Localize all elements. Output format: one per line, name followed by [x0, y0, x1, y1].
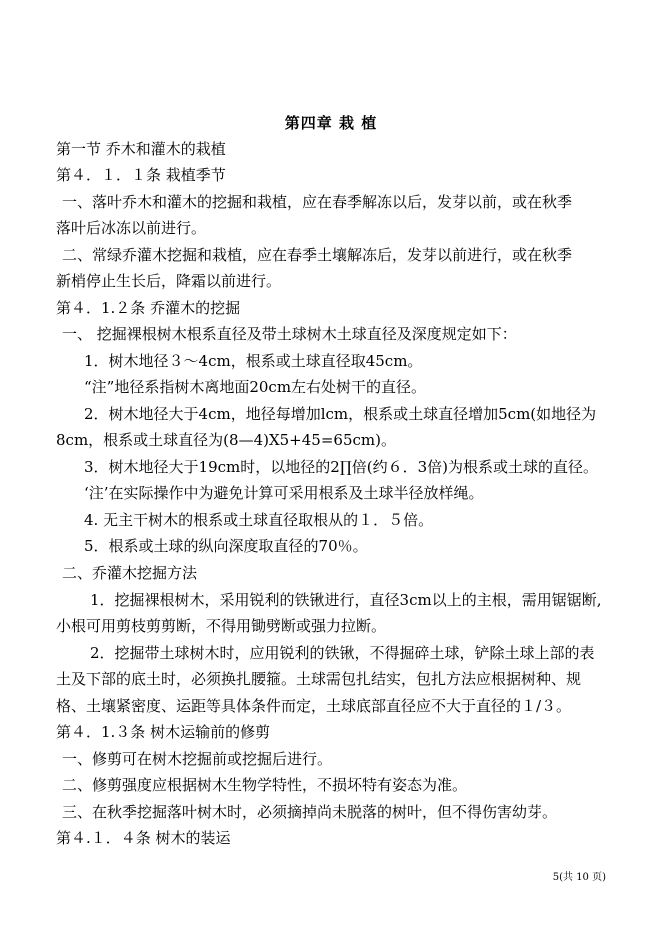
chapter-title: 第四章 栽 植: [284, 114, 378, 132]
list-item: 5．根系或土球的纵向深度取直径的70％。: [84, 537, 368, 555]
section-heading: 第一节 乔木和灌木的栽植: [56, 140, 226, 158]
paragraph-line: 二、常绿乔灌木挖掘和栽植，应在春季土壤解冻后，发芽以前进行，或在秋季: [62, 246, 573, 264]
list-item: 3．树木地径大于19cm时，以地径的2∏倍(约６．3倍)为根系或土球的直径。: [84, 458, 598, 476]
paragraph-line: 落叶后冰冻以前进行。: [56, 219, 207, 237]
paragraph-line: 三、在秋季挖掘落叶树木时，必须摘掉尚未脱落的树叶，但不得伤害幼芽。: [62, 803, 558, 821]
note-line: “注”地径系指树木离地面20cm左右处树干的直径。: [84, 378, 427, 396]
article-heading: 第４．１．１条 栽植季节: [56, 166, 226, 184]
list-item: 1．树木地径３～4cm，根系或土球直径取45cm。: [84, 352, 423, 370]
page-number: 5(共 10 页): [552, 872, 606, 883]
list-item: 2．挖掘带土球树木时，应用锐利的铁锹，不得掘碎土球，铲除土球上部的表: [90, 644, 595, 662]
paragraph-line: 一、修剪可在树木挖掘前或挖掘后进行。: [62, 750, 333, 768]
list-item: 1．挖掘裸根树木，采用锐利的铁锹进行，直径3cm以上的主根，需用锯锯断,: [90, 591, 602, 609]
article-heading: 第４．1.２条 乔灌木的挖掘: [56, 299, 241, 317]
note-line: ‘注’在实际操作中为避免计算可采用根系及土球半径放样绳。: [84, 484, 484, 502]
paragraph-line: 一、 挖掘裸根树木根系直径及带土球树木土球直径及深度规定如下：: [62, 325, 517, 343]
article-heading: 第４.１．４条 树木的装运: [56, 829, 231, 847]
paragraph-line: 新梢停止生长后，降霜以前进行。: [56, 272, 282, 290]
paragraph-line: 一、落叶乔木和灌木的挖掘和栽植，应在春季解冻以后，发芽以前，或在秋季: [62, 193, 573, 211]
paragraph-line: 土及下部的底土时，必须换扎腰箍。土球需包扎结实，包扎方法应根据树种、规: [56, 670, 582, 688]
paragraph-line: 格、土壤紧密度、运距等具体条件而定，土球底部直径应不大于直径的１/３。: [56, 697, 572, 715]
paragraph-line: 8cm，根系或土球直径为(8—4)X5+45=65cm)。: [56, 431, 396, 449]
list-item: 2．树木地径大于4cm，地径每增加lcm，根系或土球直径增加5cm(如地径为: [84, 405, 597, 423]
article-heading: 第４．1.３条 树木运输前的修剪: [56, 723, 271, 741]
list-item: 4. 无主干树木的根系或土球直径取根从的１．５倍。: [84, 511, 434, 529]
paragraph-line: 二、修剪强度应根据树木生物学特性，不损坏特有姿态为准。: [62, 776, 468, 794]
paragraph-line: 小根可用剪枝剪剪断，不得用锄劈断或强力拉断。: [56, 617, 387, 635]
paragraph-line: 二、乔灌木挖掘方法: [62, 564, 198, 582]
